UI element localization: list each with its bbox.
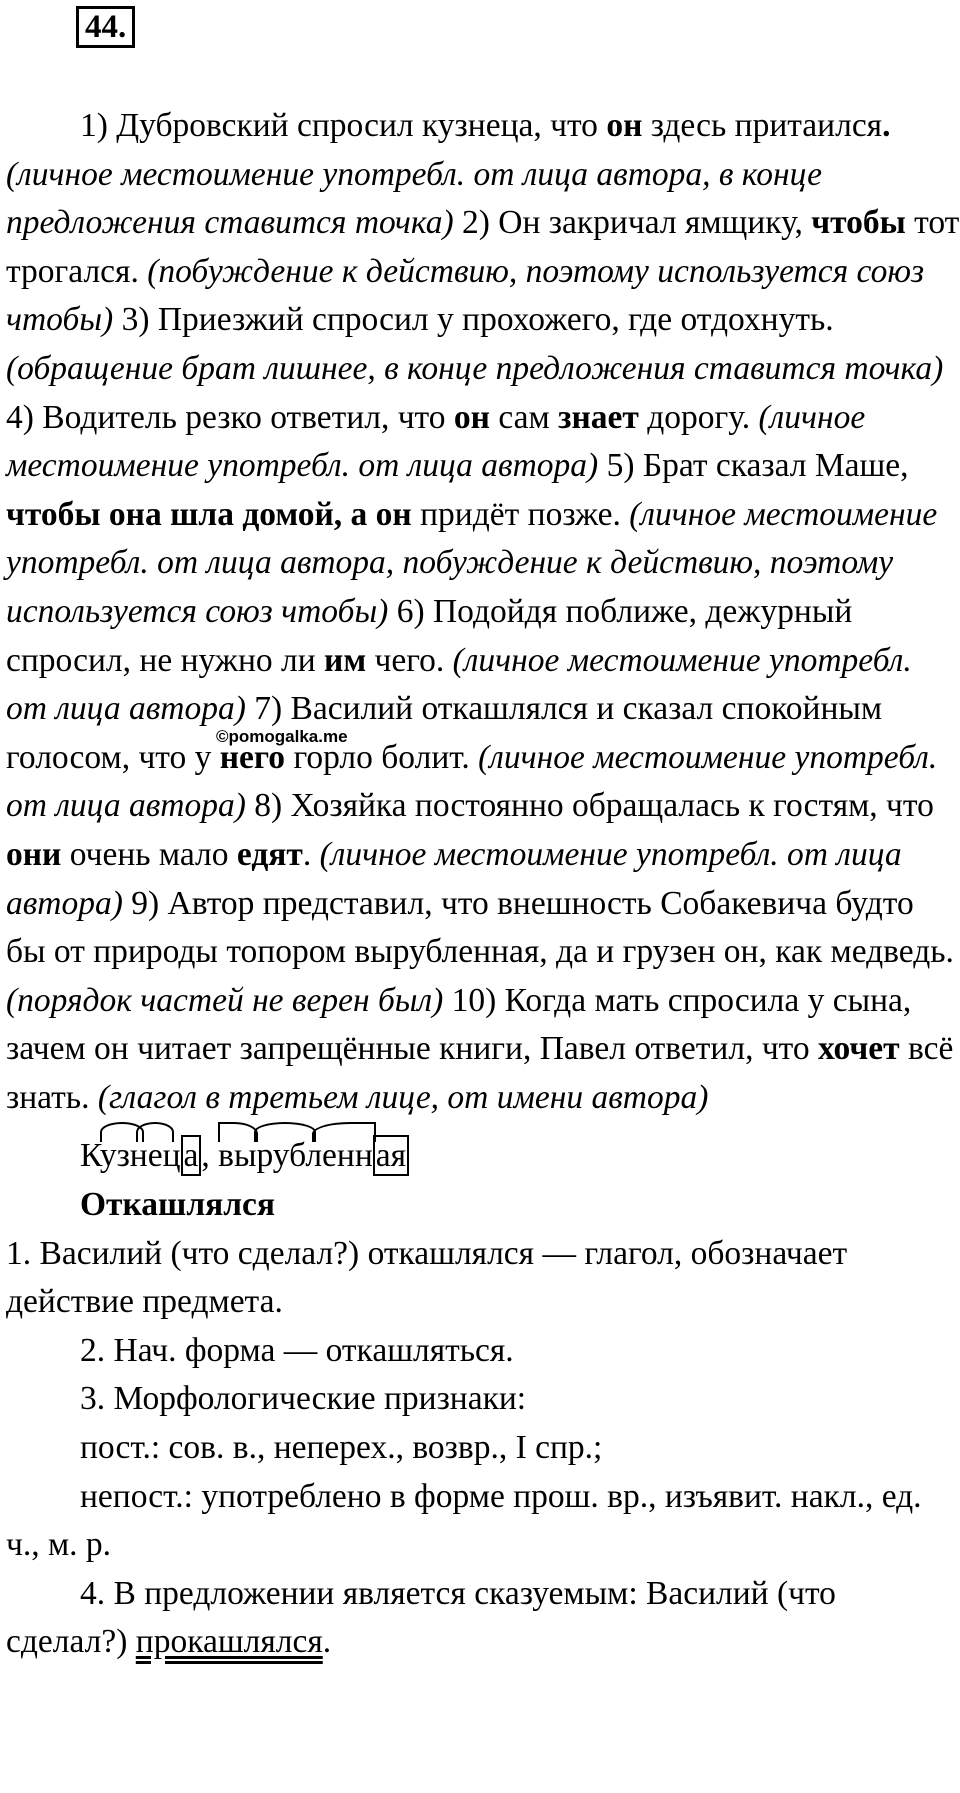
word-suffix: ленн <box>305 1137 373 1175</box>
analysis-line-2: 2. Нач. форма — откашляться. <box>80 1331 514 1369</box>
sentence-text: . <box>302 835 320 873</box>
sentence-text: горло болит. <box>285 738 479 776</box>
emphasis-word: они <box>6 835 62 873</box>
sentence-text: 2) Он закричал ямщику, <box>453 204 812 242</box>
explanation-note: (личное местоимение употребл. от лица автора, побуждение к действию, поэтому используется союз чтобы) <box>6 495 938 630</box>
root-arc <box>136 1122 174 1142</box>
explanation-note: (личное местоимение употребл. от лица автора) <box>6 738 938 825</box>
sentence-text: сам <box>489 398 559 436</box>
sentence-text: тот трогался. <box>6 204 960 290</box>
morpheme-word-vyrublennaya <box>218 1122 409 1181</box>
morpheme-word-kuznetsa <box>80 1122 201 1181</box>
suffix-mark <box>312 1122 376 1142</box>
sentence-text: 10) Когда мать спросила у сына, зачем он читает запрещённые книги, Павел ответил, что <box>6 981 912 1068</box>
analysis-line-6-text: 4. В предложении является сказуемым: Василий (что сделал?) <box>6 1574 836 1661</box>
emphasis-word: чтобы она шла домой, а он <box>6 495 412 533</box>
sentence-text: 1) Дубровский спросил кузнеца, что <box>80 107 607 144</box>
emphasis-word: едят <box>236 835 303 873</box>
comma: , <box>201 1137 210 1175</box>
explanation-note: (побуждение к действию, поэтому используется союз чтобы) <box>6 252 925 339</box>
watermark: ©pomogalka.me <box>216 727 348 746</box>
emphasis-word: им <box>324 641 367 679</box>
emphasis-word: хочет <box>818 1030 900 1068</box>
sentence-text: 3) Приезжий спросил у прохожего, где отдохнуть. <box>113 301 834 339</box>
analysis-line-4: пост.: сов. в., неперех., возвр., I спр.; <box>80 1429 603 1467</box>
word-ending: ая <box>373 1135 409 1176</box>
sentence-text: очень мало <box>61 835 237 873</box>
prefix-mark <box>218 1122 258 1142</box>
analysis-line-5: непост.: употреблено в форме прош. вр., изъявит. накл., ед. ч., м. р. <box>6 1477 922 1564</box>
sentence-text: 4) Водитель резко ответил, что <box>6 398 454 436</box>
sentence-text: 7) Василий откашлялся и сказал спокойным голосом, что у <box>6 690 883 776</box>
word-prefix: вы <box>218 1137 257 1175</box>
answer-paragraph <box>6 102 960 1122</box>
explanation-note: (глагол в третьем лице, от имени автора) <box>97 1078 709 1116</box>
sentence-text: 9) Автор представил, что внешность Собакевича будто бы от природы топором вырубленная, да и грузен он, как медведь. <box>6 884 954 971</box>
sentence-text: 6) Подойдя поближе, дежурный спросил, не нужно ли <box>6 592 853 679</box>
emphasis-word: он <box>453 398 490 436</box>
exercise-content <box>6 102 960 1667</box>
sentence-text: чего. <box>366 641 453 679</box>
sentence-text: 5) Брат сказал Маше, <box>598 447 909 485</box>
explanation-note: (личное местоимение употребл. от лица автора, в конце предложения ставится точка) <box>6 155 823 242</box>
analysis-line-6 <box>6 1570 960 1667</box>
explanation-note: (личное местоимение употребл. от лица автора) <box>6 641 912 728</box>
sentence-text: придёт позже. <box>411 495 630 533</box>
explanation-note: (порядок частей не верен был) <box>6 981 444 1019</box>
exercise-number: 44. <box>76 6 135 48</box>
morpheme-analysis <box>6 1122 960 1181</box>
analysis-line-1: 1. Василий (что сделал?) откашлялся — глагол, обозначает действие предмета. <box>6 1234 848 1321</box>
explanation-note: (личное местоимение употребл. от лица автора) <box>6 835 902 922</box>
word-root: руб <box>256 1137 306 1175</box>
root-arc <box>254 1122 316 1142</box>
explanation-note: (личное местоимение употребл. от лица автора) <box>6 398 866 485</box>
sentence-text: 8) Хозяйка постоянно обращалась к гостям, что <box>245 787 934 825</box>
analysis-line-3: 3. Морфологические признаки: <box>80 1380 527 1418</box>
sentence-text: всё знать. <box>6 1030 954 1116</box>
explanation-note: (обращение брат лишнее, в конце предложения ставится точка) <box>6 349 944 387</box>
word-ending: а <box>181 1135 202 1176</box>
emphasis-word: него <box>219 738 286 776</box>
period: . <box>322 1623 332 1661</box>
emphasis-word: . <box>882 107 891 144</box>
emphasis-word: знает <box>558 398 639 436</box>
sentence-text: дорогу. <box>638 398 759 436</box>
emphasis-word: чтобы <box>811 204 906 242</box>
sentence-text: здесь притаился <box>642 107 883 144</box>
predicate-word: прокашлялся <box>135 1623 323 1661</box>
analysis-heading: Откашлялся <box>80 1186 276 1224</box>
word-stem: Кузнец <box>80 1137 181 1175</box>
emphasis-word: он <box>606 107 643 144</box>
